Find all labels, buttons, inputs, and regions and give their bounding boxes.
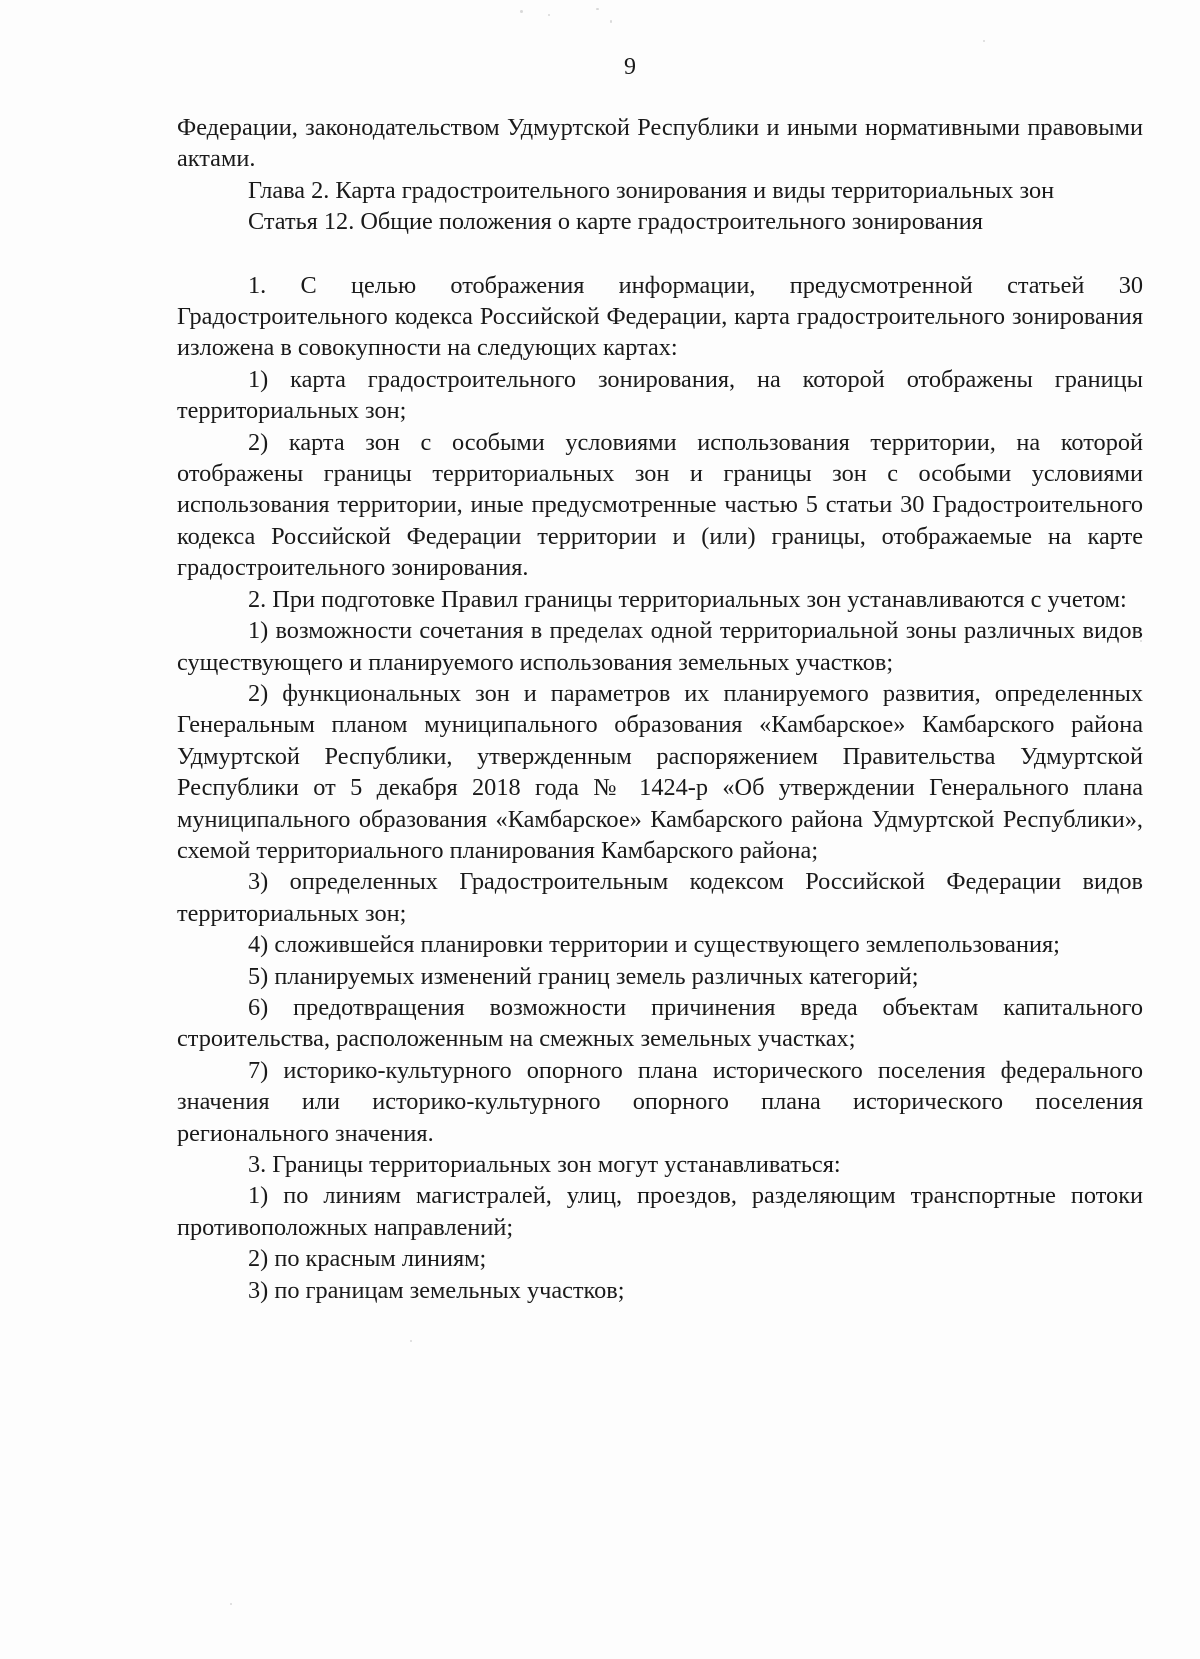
paragraph-2: 2. При подготовке Правил границы территориальных зон устанавливаются с учетом: [248,585,1127,613]
scan-speck [548,14,550,16]
scan-speck [596,8,599,10]
paragraph-1-item-1: 1) карта градостроительного зонирования, на которой отображены границы территориальных зон; [177,365,1143,425]
chapter-heading: Глава 2. Карта градостроительного зонирования и виды территориальных зон [248,176,1055,204]
paragraph-3-item-2: 2) по красным линиям; [248,1245,487,1273]
scan-speck [230,1603,232,1605]
paragraph-2-item-7: 7) историко-культурного опорного плана исторического поселения федерального значения или историко-культурного опорного плана исторического поселения регионального значения. [177,1056,1143,1147]
paragraph-2-item-5: 5) планируемых изменений границ земель различных категорий; [248,962,919,990]
scan-speck [610,20,612,23]
paragraph-3-item-3: 3) по границам земельных участков; [248,1276,625,1304]
paragraph-2-item-6: 6) предотвращения возможности причинения вреда объектам капитального строительства, расположенным на смежных земельных участках; [177,993,1143,1053]
paragraph-2-item-4: 4) сложившейся планировки территории и существующего землепользования; [248,931,1060,959]
paragraph-2-item-3: 3) определенных Градостроительным кодексом Российской Федерации видов территориальных зон; [177,868,1143,927]
page-number: 9 [624,54,636,80]
document-body [177,112,1143,1306]
paragraph-continuation: Федерации, законодательством Удмуртской Республики и иными нормативными правовыми актами. [177,114,1143,173]
scan-speck [983,40,985,42]
paragraph-3-item-1: 1) по линиям магистралей, улиц, проездов, разделяющим транспортные потоки противоположных направлений; [177,1182,1143,1241]
paragraph-2-item-1: 1) возможности сочетания в пределах одной территориальной зоны различных видов существующего и планируемого использования земельных участков; [177,617,1143,676]
scan-speck [520,10,523,13]
paragraph-2-item-2: 2) функциональных зон и параметров их планируемого развития, определенных Генеральным планом муниципального образования «Камбарское» Камбарского района Удмуртской Республики, утвержденным распоряжением Правительства Удмуртской Республики от 5 декабря 2018 года № 1424-р «Об утверждении Генерального плана муниципального образования «Камбарское» Камбарского района Удмуртской Республики», схемой территориального планирования Камбарского района; [177,679,1143,864]
article-heading: Статья 12. Общие положения о карте градостроительного зонирования [248,208,983,236]
scan-speck [410,1340,412,1342]
paragraph-3: 3. Границы территориальных зон могут устанавливаться: [248,1151,841,1178]
paragraph-1: 1. С целью отображения информации, предусмотренной статьей 30 Градостроительного кодекса Российской Федерации, карта градостроительного зонирования изложена в совокупности на следующих картах: [177,271,1143,362]
paragraph-1-item-2: 2) карта зон с особыми условиями использования территории, на которой отображены границы территориальных зон и границы зон с особыми условиями использования территории, иные предусмотренные частью 5 статьи 30 Градостроительного кодекса Российской Федерации территории и (или) границы, отображаемые на карте градостроительного зонирования. [177,428,1143,582]
